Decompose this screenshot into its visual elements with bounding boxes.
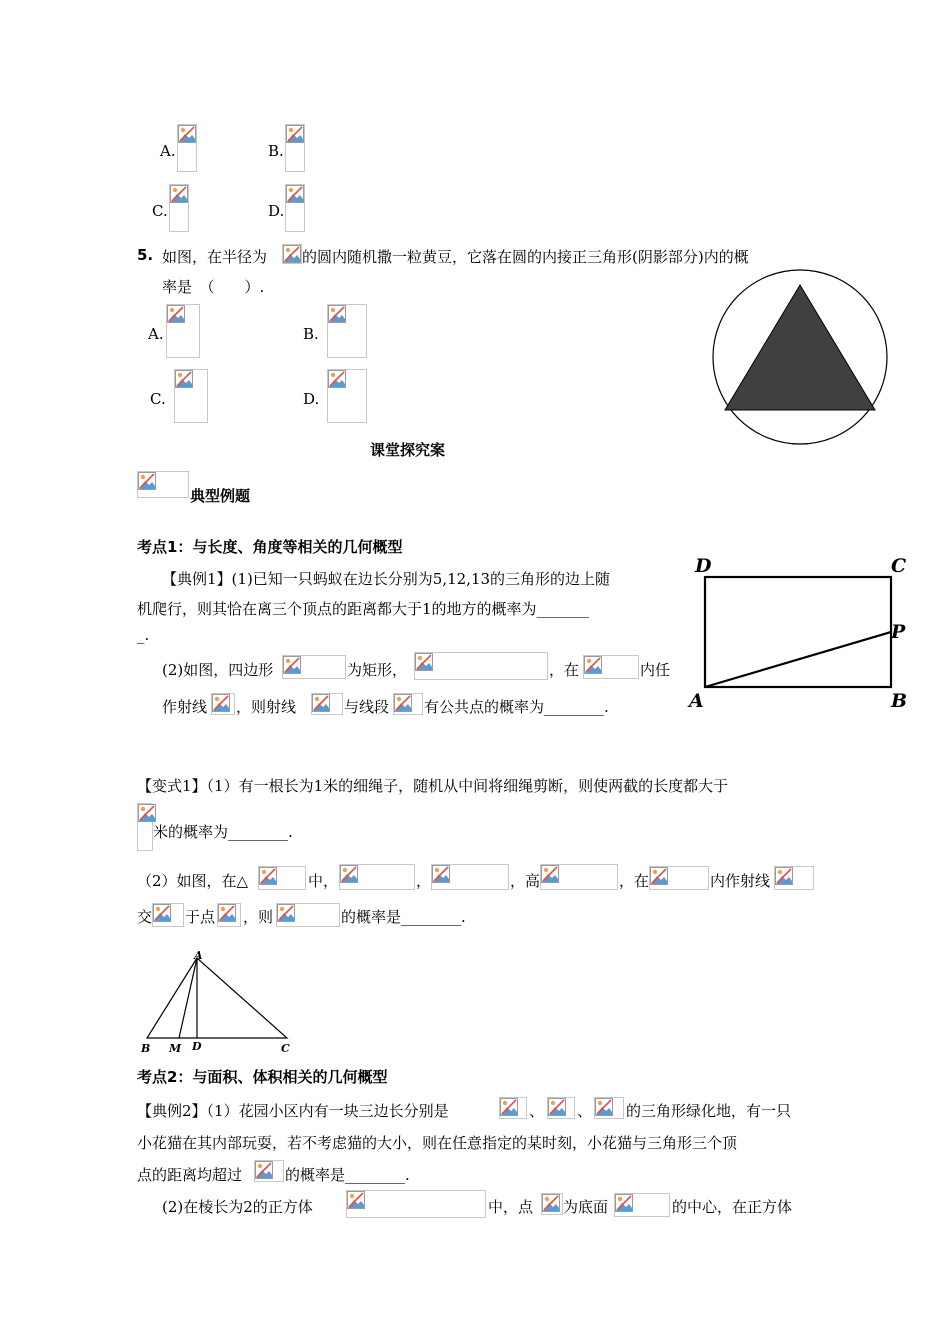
- broken-image-icon: [277, 904, 295, 922]
- ex1-2-text-d: 内任: [640, 661, 671, 679]
- ex1-line2: 机爬行，则其恰在离三个顶点的距离都大于1的地方的概率为_______: [137, 600, 590, 618]
- broken-image-icon: [175, 370, 193, 388]
- variant1-l3-a: （2）如图，在△: [137, 872, 249, 890]
- side-image-1: [499, 1097, 527, 1119]
- ex1-2-text-e: 作射线: [162, 698, 208, 716]
- broken-image-icon: [328, 305, 346, 323]
- ex2-line3b: 的概率是________.: [285, 1166, 410, 1184]
- broken-image-icon: [542, 1194, 560, 1212]
- broken-image-icon: [286, 185, 304, 203]
- ex1-2-text-h: 有公共点的概率为________.: [424, 698, 609, 716]
- condition-image-2: [431, 864, 509, 890]
- broken-image-icon: [541, 865, 559, 883]
- tri-label-c: C: [281, 1042, 290, 1055]
- triangle-abc: [147, 958, 287, 1038]
- q4-option-d-image: [285, 184, 305, 232]
- tri-label-a: A: [194, 949, 203, 962]
- broken-image-icon: [775, 867, 793, 885]
- point1-title: 考点1：与长度、角度等相关的几何概型: [137, 538, 403, 556]
- section-title: 课堂探究案: [370, 441, 446, 459]
- rectangle-figure: [685, 552, 915, 712]
- q5-option-a-label: A.: [148, 325, 164, 343]
- tri-label-m: M: [169, 1042, 182, 1055]
- variant1-fraction-image: [137, 803, 153, 851]
- q5-option-b-image: [327, 304, 367, 358]
- tri-label-d: D: [192, 1040, 202, 1053]
- ex1-2-text-a: (2)如图，四边形: [162, 661, 274, 679]
- side-image-2: [547, 1097, 575, 1119]
- broken-image-icon: [283, 656, 301, 674]
- rectangle-abcd: [705, 577, 891, 687]
- ex2-text-b: 、: [529, 1102, 545, 1120]
- probability-condition-image: [276, 903, 340, 927]
- distance-image: [254, 1160, 284, 1182]
- variant1-l4-d: 的概率是________.: [341, 908, 466, 926]
- label-a: A: [689, 690, 704, 712]
- q5-option-c-label: C.: [150, 390, 166, 408]
- ex2-2-text-c: 为底面: [563, 1198, 609, 1216]
- broken-image-icon: [212, 694, 230, 712]
- cube-image: [346, 1190, 486, 1218]
- q5-option-a-image: [166, 304, 200, 358]
- variant1-line1: 【变式1】（1）有一根长为1米的细绳子，随机从中间将细绳剪断，则使两截的长度都大于: [137, 777, 729, 795]
- q5-text-1: 如图，在半径为: [162, 248, 268, 266]
- ex2-2-text-a: (2)在棱长为2的正方体: [162, 1198, 313, 1216]
- ex1-2-text-f: ，则射线: [236, 698, 297, 716]
- q5-number: 5.: [137, 246, 154, 264]
- ex1-2-text-g: 与线段: [344, 698, 390, 716]
- typical-examples-image: [137, 471, 189, 498]
- circle-triangle-figure: [708, 265, 894, 451]
- ex2-line2: 小花猫在其内部玩耍，若不考虑猫的大小，则在任意指定的某时刻，小花猫与三角形三个顶: [137, 1134, 738, 1152]
- broken-image-icon: [650, 867, 668, 885]
- broken-image-icon: [283, 245, 301, 263]
- q5-option-d-label: D.: [303, 390, 320, 408]
- angle-bac-image: [649, 866, 709, 890]
- variant1-l3-b: 中，: [308, 872, 339, 890]
- point-o-image: [541, 1193, 563, 1215]
- condition-image-1: [339, 864, 415, 890]
- broken-image-icon: [415, 653, 433, 671]
- side-image-3: [594, 1097, 624, 1119]
- variant1-l3-f: 内作射线: [710, 872, 771, 890]
- q5-text-3: 率是 （ ）.: [162, 278, 265, 296]
- typical-examples-heading: 典型例题: [190, 487, 251, 505]
- ex2-text-d: 的三角形绿化地，有一只: [626, 1102, 792, 1120]
- ray-image: [211, 693, 235, 715]
- segment-bc-image: [152, 903, 184, 927]
- broken-image-icon: [595, 1098, 613, 1116]
- ex1-line1: 【典例1】(1)已知一只蚂蚁在边长分别为5,12,13的三角形的边上随: [162, 570, 611, 588]
- ex2-2-text-d: 的中心，在正方体: [672, 1198, 793, 1216]
- label-d: D: [695, 555, 712, 577]
- broken-image-icon: [259, 867, 277, 885]
- label-b: B: [891, 690, 908, 712]
- broken-image-icon: [347, 1191, 365, 1209]
- broken-image-icon: [178, 125, 196, 143]
- broken-image-icon: [615, 1194, 633, 1212]
- q5-option-d-image: [327, 369, 367, 423]
- point-m-image: [217, 903, 241, 927]
- q4-option-b-label: B.: [268, 142, 284, 160]
- q4-option-a-label: A.: [160, 142, 176, 160]
- broken-image-icon: [340, 865, 358, 883]
- variant1-l4-c: ，则: [243, 908, 274, 926]
- q5-option-b-label: B.: [303, 325, 319, 343]
- variant1-l4-b: 于点: [185, 908, 216, 926]
- q5-option-c-image: [174, 369, 208, 423]
- q4-option-b-image: [285, 124, 305, 172]
- label-c: C: [891, 555, 907, 577]
- broken-image-icon: [328, 370, 346, 388]
- broken-image-icon: [255, 1161, 273, 1179]
- abcd-image: [282, 655, 346, 679]
- broken-image-icon: [584, 656, 602, 674]
- variant1-l3-c: ，: [416, 872, 432, 890]
- ex2-text-a: 【典例2】（1）花园小区内有一块三边长分别是: [137, 1102, 449, 1120]
- segment-ap: [705, 632, 891, 687]
- ex1-line3: _.: [137, 626, 150, 644]
- broken-image-icon: [548, 1098, 566, 1116]
- q5-radius-image: [282, 244, 302, 264]
- ex1-2-text-c: ，在: [549, 661, 580, 679]
- broken-image-icon: [500, 1098, 518, 1116]
- triangle-abc-image: [258, 866, 306, 890]
- triangle-figure: [135, 948, 305, 1058]
- ex2-line3a: 点的距离均超过: [137, 1166, 243, 1184]
- broken-image-icon: [218, 904, 236, 922]
- variant1-l3-d: ，高: [510, 872, 541, 890]
- ex2-2-text-b: 中，点: [488, 1198, 534, 1216]
- broken-image-icon: [138, 472, 156, 490]
- broken-image-icon: [153, 904, 171, 922]
- angle-image: [583, 655, 639, 679]
- q4-option-d-label: D.: [268, 202, 285, 220]
- label-p: P: [891, 621, 906, 643]
- segment-image: [393, 693, 423, 715]
- q4-option-c-label: C.: [152, 202, 168, 220]
- q4-option-a-image: [177, 124, 197, 172]
- ex1-2-text-b: 为矩形，: [347, 661, 408, 679]
- broken-image-icon: [170, 185, 188, 203]
- point2-title: 考点2：与面积、体积相关的几何概型: [137, 1068, 388, 1086]
- q4-option-c-image: [169, 184, 189, 232]
- rect-condition-image: [414, 652, 548, 680]
- variant1-line2: 米的概率为________.: [153, 823, 293, 841]
- broken-image-icon: [286, 125, 304, 143]
- q5-text-2: 的圆内随机撒一粒黄豆，它落在圆的内接正三角形(阴影部分)内的概: [302, 248, 749, 266]
- tri-label-b: B: [141, 1042, 151, 1055]
- variant1-l4-a: 交: [137, 908, 153, 926]
- broken-image-icon: [312, 694, 330, 712]
- broken-image-icon: [167, 305, 185, 323]
- broken-image-icon: [394, 694, 412, 712]
- ray-am-image: [774, 866, 814, 890]
- height-image: [540, 864, 618, 890]
- variant1-l3-e: ，在: [619, 872, 650, 890]
- broken-image-icon: [138, 804, 156, 822]
- base-face-image: [614, 1193, 670, 1217]
- broken-image-icon: [432, 865, 450, 883]
- ex2-text-c: 、: [577, 1102, 593, 1120]
- ray-image-2: [311, 693, 343, 715]
- segment-am: [179, 958, 197, 1038]
